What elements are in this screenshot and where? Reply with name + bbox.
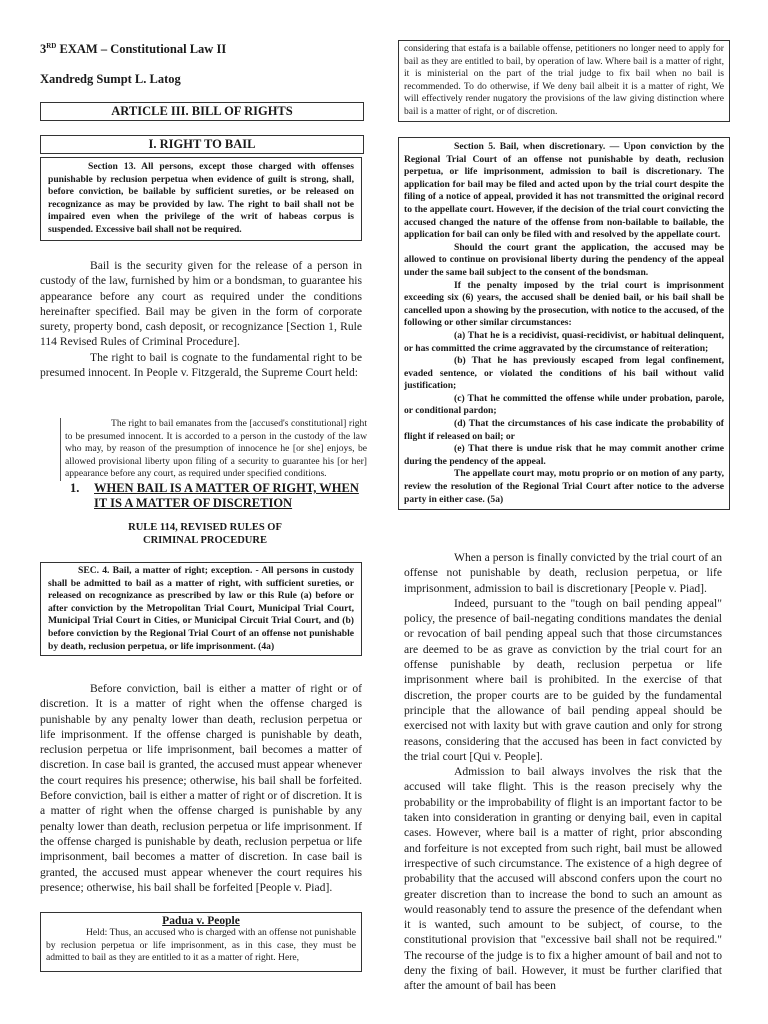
padua-continuation-box xyxy=(398,40,730,122)
bail-definition-text: Bail is the security given for the release of a person in custody of the law, furnished by him or a bondsman, to guarantee his appearance before any court as required under the conditions hereinafter specified. Bail may be given in the form of corporate surety, property bond, cash deposit, or recognizance [Section 1, Rule 114 Revised Rules of Criminal Procedure]. xyxy=(40,259,362,349)
padua-continuation-text: considering that estafa is a bailable offense, petitioners no longer need to apply for bail as they are entitled to bail, by operation of law. Where bail is a matter of right, it is ministerial on the part of the trial judge to fix bail when no bail is recommended. To do otherwise, if We deny bail albeit it is a matter of right, We will effectively render nugatory the provisions of the law giving distinction where bail is a matter of right, or of discretion. xyxy=(404,43,724,117)
fitzgerald-quote xyxy=(60,418,367,481)
padua-case-text: Held: Thus, an accused who is charged with an offense not punishable by reclusion perpetua or life imprisonment, as in this case, they must be admitted to bail as they are entitled to it as a matter of right. Here, xyxy=(46,927,356,964)
exam-title-text: EXAM – Constitutional Law II xyxy=(56,42,227,57)
right-body xyxy=(404,550,722,994)
section-5-box xyxy=(398,137,730,510)
section-5-para-c: If the penalty imposed by the trial court is imprisonment exceeding six (6) years, the accused shall be denied bail, or his bail shall be cancelled upon a showing by the prosecution, with notice to the accused, of the following or other similar circumstances: xyxy=(404,279,724,329)
heading-1-text: WHEN BAIL IS A MATTER OF RIGHT, WHEN IT IS A MATTER OF DISCRETION xyxy=(94,481,359,510)
before-conviction-text: Before conviction, bail is either a matter of right or of discretion. It is a matter of right when the offense charged is punishable by any penalty lower than death, reclusion perpetua or life imprisonment. If the offense charged is punishable by death, reclusion perpetua or life imprisonment, bail becomes a matter of discretion. In case bail is granted, the accused must appear whenever the court requires his presence; otherwise, his bail shall be forfeited. Before conviction, bail is either a matter of right or of discretion. It is a matter of right when the offense charged is punishable by any penalty lower than death, reclusion perpetua or life imprisonment. If the offense charged is punishable by death, reclusion perpetua or life imprisonment, bail becomes a matter of discretion. In case bail is granted, the accused must appear whenever the court requires his presence; otherwise, his bail shall be forfeited [People v. Piad]. xyxy=(40,682,362,894)
heading-1-number: 1. xyxy=(70,481,80,495)
before-conviction xyxy=(40,681,362,895)
flight-risk-text: Admission to bail always involves the risk that the accused will take flight. This is the reason precisely why the probability or the improbability of flight is an important factor to be taken into consideration in granting or denying bail, even in capital cases. However, where bail is a matter of right, prior absconding and forfeiture is not excepted from such right, bail must be allowed irrespective of such circumstance. The existence of a high degree of probability that the accused will abscond confers upon the court no greater discretion than to increase the bond to such an amount as would reasonably tend to assure the presence of the defendant when it is wanted, such amount to be subject, of course, to the constitutional provision that "excessive bail shall not be required." The recourse of the judge is to fix a higher amount of bail and not to deny the fixing of bail. However, it must be further clarified that after the amount of bail has been xyxy=(404,765,722,993)
section-4-box xyxy=(40,562,362,656)
article-title: ARTICLE III. BILL OF RIGHTS xyxy=(40,102,364,121)
section-5-item-b: (b) That he has previously escaped from legal confinement, evaded sentence, or violated the conditions of his bail without valid justification; xyxy=(404,355,724,392)
exam-number-suffix: RD xyxy=(46,42,57,50)
author-name: Xandredg Sumpt L. Latog xyxy=(40,72,181,86)
section-5-para-a: Section 5. Bail, when discretionary. — Upon conviction by the Regional Trial Court of an offense not punishable by death, reclusion perpetua, or life imprisonment, admission to bail is discretionary. The application for bail may be filed and acted upon by the trial court despite the filing of a notice of appeal, provided it has not transmitted the original record to the appellate court. However, if the decision of the trial court convicting the accused changed the nature of the offense from non-bailable to bailable, the application for bail can only be filed with and resolved by the appellate court. xyxy=(404,141,724,241)
section-5-end: The appellate court may, motu proprio or on motion of any party, review the resolution of the Regional Trial Court after notice to the adverse party in either case. (5a) xyxy=(404,468,724,505)
section-5-para-b: Should the court grant the application, the accused may be allowed to continue on provisional liberty during the pendency of the appeal under the same bail subject to the consent of the bondsman. xyxy=(404,241,724,278)
section-5-item-e: (e) That there is undue risk that he may commit another crime during the pendency of the appeal. xyxy=(404,443,724,467)
section-5-item-c: (c) That he committed the offense while under probation, parole, or conditional pardon; xyxy=(404,392,724,417)
section-title: I. RIGHT TO BAIL xyxy=(40,135,364,154)
exam-title xyxy=(40,42,362,57)
exam-number: 3 xyxy=(40,42,47,57)
fitzgerald-quote-text: The right to bail emanates from the [accused's constitutional] right to be presumed innocent. It is accorded to a person in the custody of the law who may, by reason of the presumption of innocence he [or she] enjoys, be allowed provisional liberty upon filing of a security to guarantee his [or her] appearance before any court, as required under specified conditions. xyxy=(65,418,367,480)
heading-1 xyxy=(70,481,362,511)
padua-case-box xyxy=(40,912,362,972)
bail-definition xyxy=(40,258,362,380)
tough-on-bail-text: Indeed, pursuant to the "tough on bail pending appeal" policy, the presence of bail-negating conditions mandates the denial or revocation of bail pending appeal such that those circumstances are deemed to be as grave as conviction by the trial court for an offense punishable by death, reclusion perpetua or life imprisonment where bail is prohibited. In the exercise of that discretion, the proper courts are to be guided by the fundamental principle that the allowance of bail pending appeal should be exercised not with laxity but with grave caution and only for strong reasons, considering that the accused has been in fact convicted by the trial court [Qui v. People]. xyxy=(404,596,722,763)
rule-114-title: RULE 114, REVISED RULES OF CRIMINAL PROCEDURE xyxy=(128,522,282,546)
section-5-item-a: (a) That he is a recidivist, quasi-recidivist, or habitual delinquent, or has committed the crime aggravated by the circumstance of reiteration; xyxy=(404,329,724,354)
section-4-text: SEC. 4. Bail, a matter of right; exception. - All persons in custody shall be admitted to bail as a matter of right, with sufficient sureties, or released on recognizance as prescribed by law or this Rule (a) before or after conviction by the Metropolitan Trial Court, Municipal Trial Court, Municipal Trial Court in Cities, or Municipal Circuit Trial Court, and (b) before conviction by the Regional Trial Court of an offense not punishable by death, reclusion perpetua, or life imprisonment. (4a) xyxy=(48,565,354,652)
section-13-text: Section 13. All persons, except those charged with offenses punishable by reclusion perpetua when evidence of guilt is strong, shall, before conviction, be bailable by sufficient sureties, or be released on recognizance as may be provided by law. The right to bail shall not be impaired even when the privilege of the writ of habeas corpus is suspended. Excessive bail shall not be required. xyxy=(48,161,354,235)
section-13-box xyxy=(40,157,362,241)
presumption-text: The right to bail is cognate to the fundamental right to be presumed innocent. In People v. Fitzgerald, the Supreme Court held: xyxy=(40,350,362,380)
finally-convicted-text: When a person is finally convicted by the trial court of an offense not punishable by death, reclusion perpetua, or life imprisonment, admission to bail is discretionary [People v. Piad]. xyxy=(404,551,722,595)
padua-case-title: Padua v. People xyxy=(162,915,240,927)
section-5-item-d: (d) That the circumstances of his case indicate the probability of flight if released on bail; or xyxy=(404,418,724,442)
